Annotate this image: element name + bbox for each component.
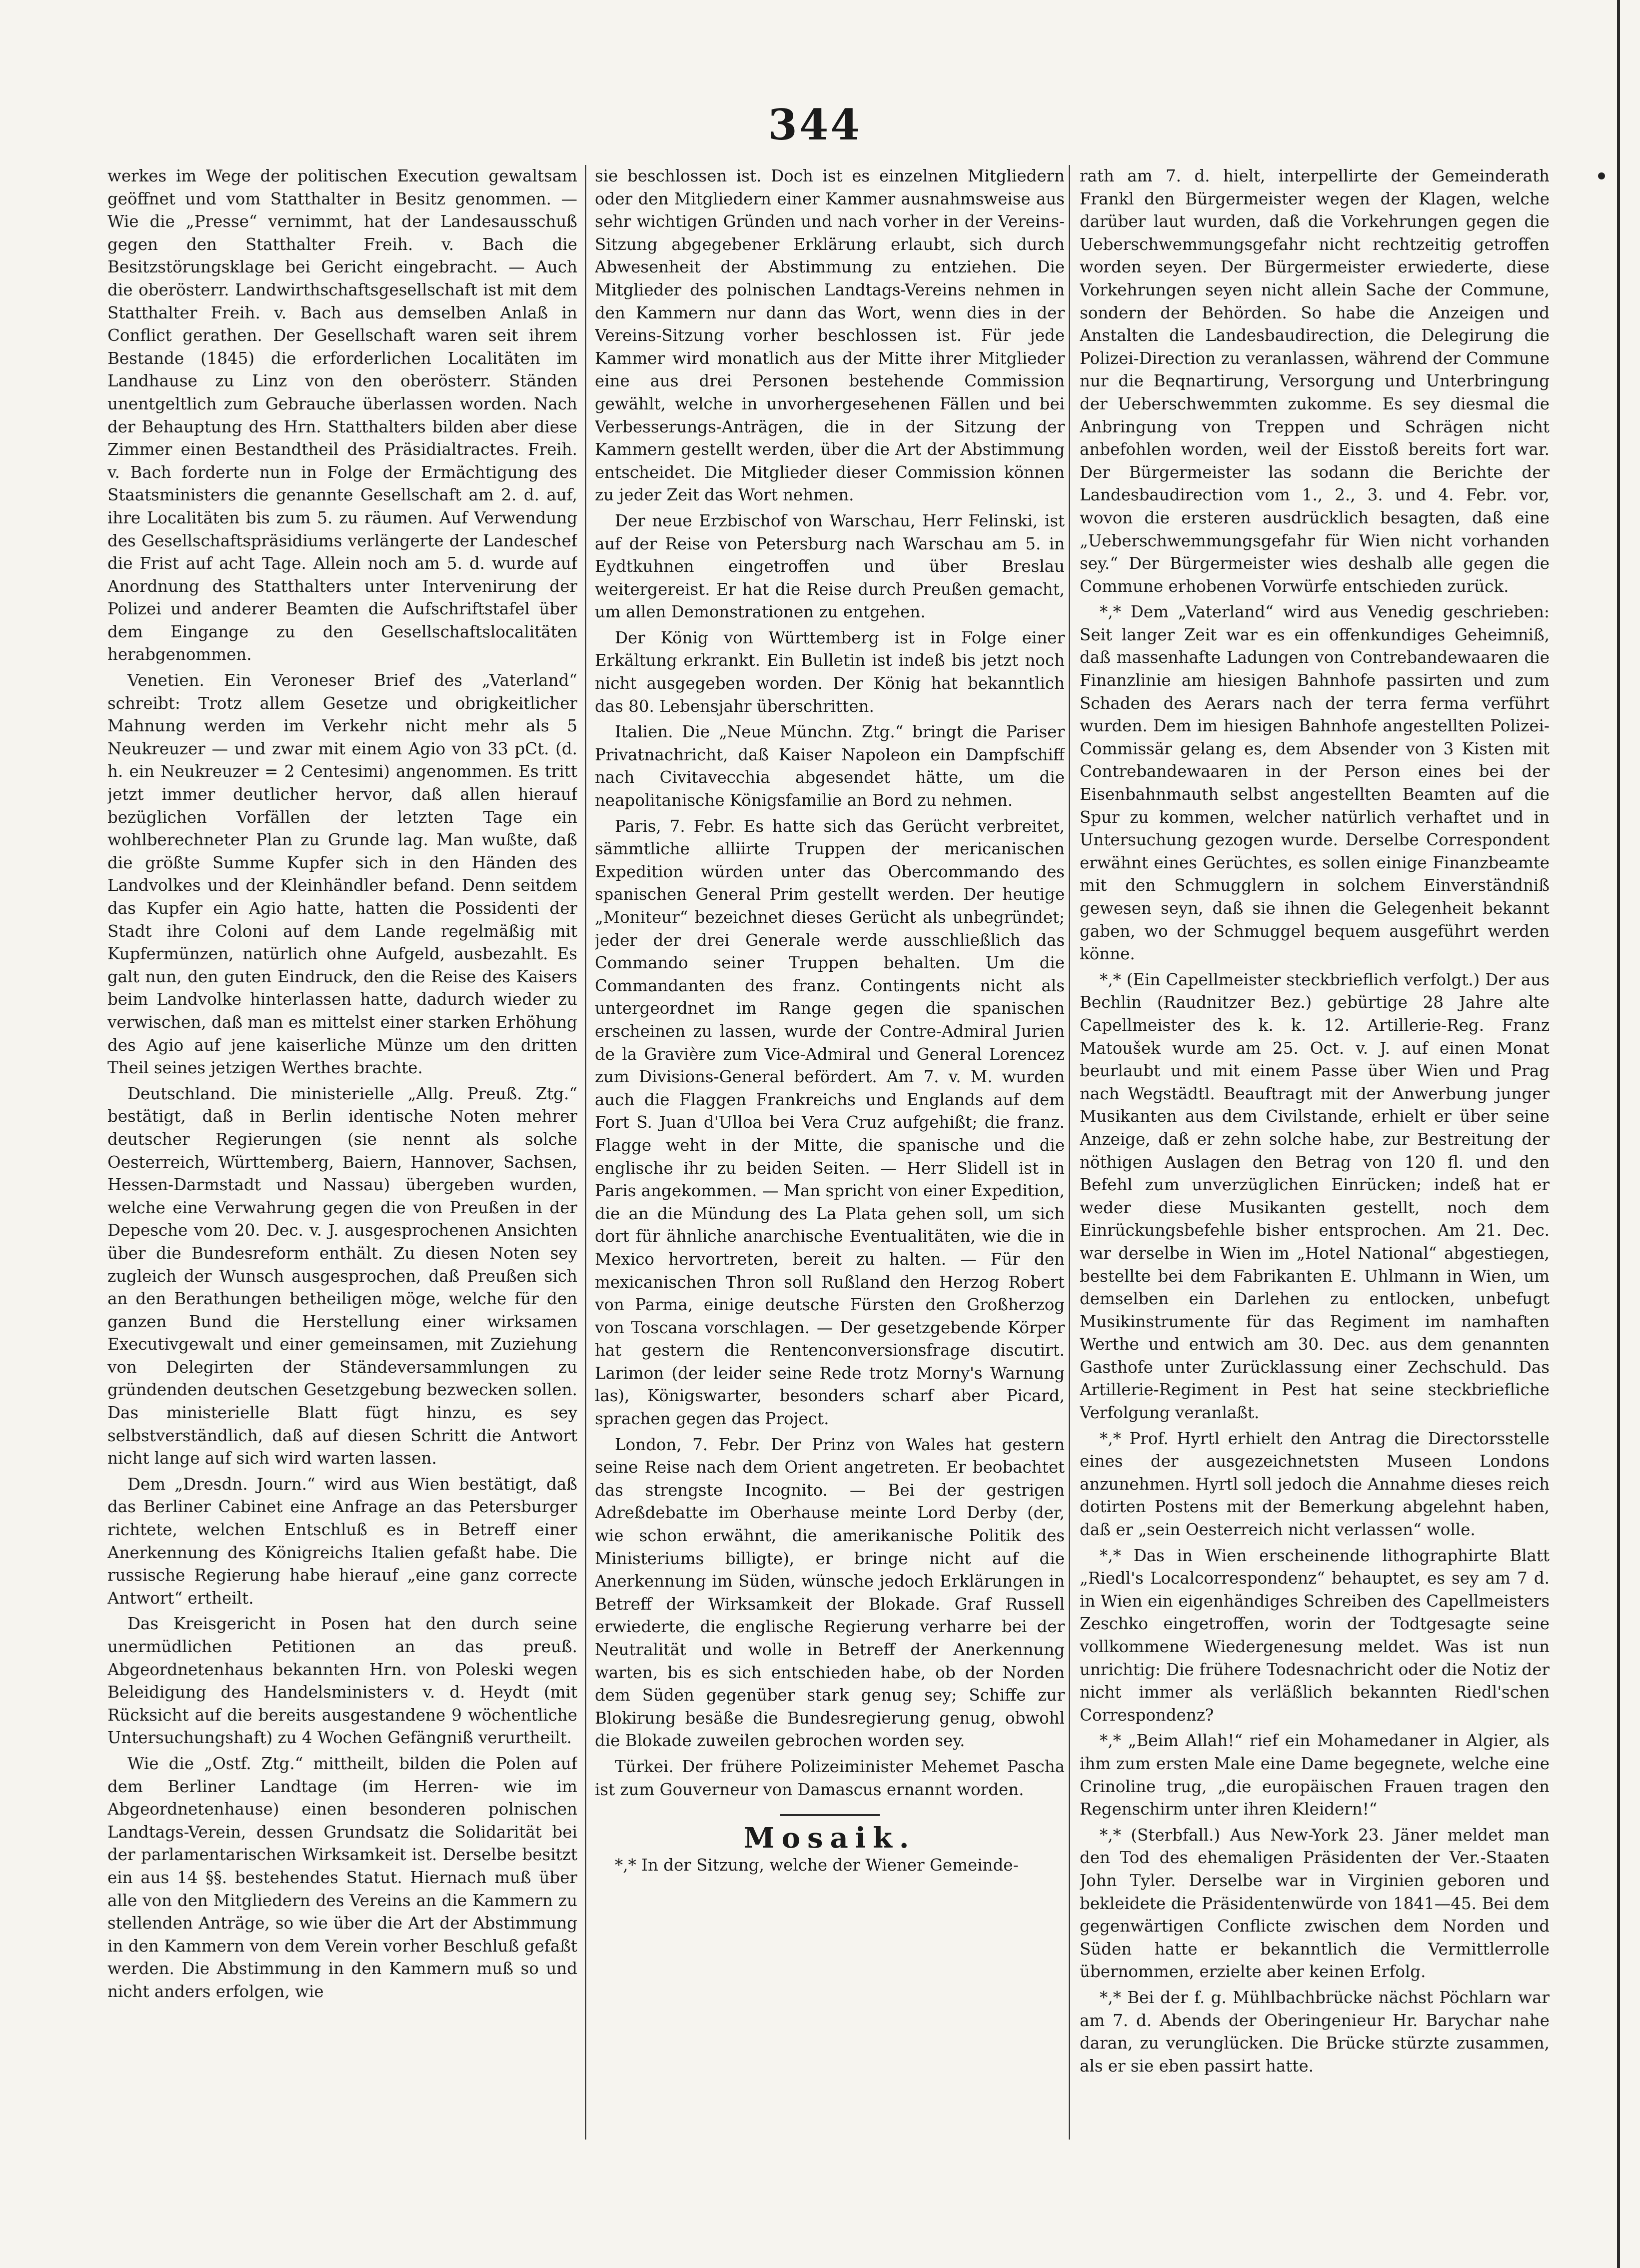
column-divider-2 — [1069, 165, 1070, 2140]
article-paragraph: *,* Dem „Vaterland“ wird aus Venedig geschrieben: Seit langer Zeit war es ein offenkundiges Geheimniß, daß massenhafte Ladungen von Contrebandewaaren die Finanzlinie am hiesigen Bahnhofe passirten und zum Schaden des Aerars nach der terra ferma verführt wurden. Dem im hiesigen Bahnhofe angestellten Polizei-Commissär gelang es, dem Absender von 3 Kisten mit Contrebandewaaren in der Person eines bei der Eisenbahnmauth selbst angestellten Beamten auf die Spur zu kommen, welcher natürlich verhaftet und in Untersuchung gezogen wurde. Derselbe Correspondent erwähnt eines Gerüchtes, es sollen einige Finanzbeamte mit den Schmugglern in solchem Einverständniß gewesen seyn, daß sie ihnen die Gelegenheit bekannt gaben, wo der Schmuggel bequem ausgeführt werden könne. — [1080, 602, 1550, 964]
article-paragraph: sie beschlossen ist. Doch ist es einzelnen Mitgliedern oder den Mitgliedern einer Kammer ausnahmsweise aus sehr wichtigen Gründen und nach vorher in der Vereins-Sitzung abgegebener Erklärung erlaubt, sich durch Abwesenheit der Abstimmung zu entziehen. Die Mitglieder des polnischen Landtags-Vereins nehmen in den Kammern nur dann das Wort, wenn dies in der Vereins-Sitzung vorher beschlossen ist. Für jede Kammer wird monatlich aus der Mitte ihrer Mitglieder eine aus drei Personen bestehende Commission gewählt, welche in unvorhergesehenen Fällen und bei Verbesserungs-Anträgen, die in der Sitzung der Kammern gestellt werden, über die Art der Abstimmung entscheidet. Die Mitglieder dieser Commission können zu jeder Zeit das Wort nehmen. — [595, 166, 1065, 505]
article-paragraph: Der König von Württemberg ist in Folge einer Erkältung erkrankt. Ein Bulletin ist indeß bis jetzt noch nicht ausgegeben worden. Der König hat bekanntlich das 80. Lebensjahr überschritten. — [595, 628, 1065, 716]
article-paragraph: rath am 7. d. hielt, interpellirte der Gemeinderath Frankl den Bürgermeister wegen der Klagen, welche darüber laut wurden, daß die Vorkehrungen gegen die Ueberschwemmungsgefahr nicht rechtzeitig getroffen worden seyen. Der Bürgermeister erwiederte, diese Vorkehrungen seyen nicht allein Sache der Commune, sondern der Behörden. So habe die Anzeigen und Anstalten die Landesbaudirection, die Delegirung die Polizei-Direction zu veranlassen, während der Commune nur die Beqnartirung, Versorgung und Unterbringung der Ueberschwemmten zukomme. Es sey diesmal die Anbringung von Treppen und Schrägen nicht anbefohlen worden, weil der Eisstoß bereits fort war. Der Bürgermeister las sodann die Berichte der Landesbaudirection vom 1., 2., 3. und 4. Febr. vor, wovon die ersteren ausdrücklich besagten, daß eine „Ueberschwemmungsgefahr für Wien nicht vorhanden sey.“ Der Bürgermeister wies deshalb alle gegen die Commune erhobenen Vorwürfe entschieden zurück. — [1080, 166, 1550, 596]
column-middle — [595, 165, 1065, 2185]
mosaik-intro: *,* In der Sitzung, welche der Wiener Gemeinde- — [615, 1855, 1019, 1875]
column-right — [1080, 165, 1550, 2185]
article-paragraph: werkes im Wege der politischen Execution gewaltsam geöffnet und vom Statthalter in Besitz genommen. — Wie die „Presse“ vernimmt, hat der Landesausschuß gegen den Statthalter Freih. v. Bach die Besitzstörungsklage bei Gericht eingebracht. — Auch die oberösterr. Landwirthschaftsgesellschaft ist mit dem Statthalter Freih. v. Bach aus demselben Anlaß in Conflict gerathen. Der Gesellschaft waren seit ihrem Bestande (1845) die erforderlichen Localitäten im Landhause zu Linz von den oberösterr. Ständen unentgeltlich zum Gebrauche überlassen worden. Nach der Behauptung des Hrn. Statthalters bilden aber diese Zimmer einen Bestandtheil des Präsidialtractes. Freih. v. Bach forderte nun in Folge der Ermächtigung des Staatsministers die genannte Gesellschaft am 2. d. auf, ihre Localitäten bis zum 5. zu räumen. Auf Verwendung des Gesellschaftspräsidiums verlängerte der Landeschef die Frist auf acht Tage. Allein noch am 5. d. wurde auf Anordnung des Statthalters unter Intervenirung der Polizei und anderer Beamten die Aufschriftstafel über dem Eingange zu den Gesellschaftslocalitäten herabgenommen. — [107, 166, 577, 664]
margin-dot — [1598, 172, 1605, 179]
page-number: 344 — [768, 100, 862, 149]
column-divider-1 — [585, 165, 586, 2140]
article-paragraph: *,* Bei der f. g. Mühlbachbrücke nächst Pöchlarn war am 7. d. Abends der Oberingenieur Hr. Barychar nahe daran, zu verunglücken. Die Brücke stürzte zusammen, als er sie eben passirt hatte. — [1080, 1988, 1550, 2076]
article-paragraph: Wie die „Ostf. Ztg.“ mittheilt, bilden die Polen auf dem Berliner Landtage (im Herren- wie im Abgeordnetenhause) einen besonderen polnischen Landtags-Verein, dessen Grundsatz die Solidarität bei der parlamentarischen Wirksamkeit ist. Derselbe besitzt ein aus 14 §§. bestehendes Statut. Hiernach muß über alle von den Mitgliedern des Vereins an die Kammern zu stellenden Anträge, so wie über die Art der Abstimmung in den Kammern von dem Verein vorher Beschluß gefaßt werden. Die Abstimmung in den Kammern muß so und nicht anders erfolgen, wie — [107, 1754, 577, 2001]
article-paragraph: London, 7. Febr. Der Prinz von Wales hat gestern seine Reise nach dem Orient angetreten. Er beobachtet das strengste Incognito. — Bei der gestrigen Adreßdebatte im Oberhause meinte Lord Derby (der, wie schon erwähnt, die amerikanische Politik des Ministeriums billigte), er bringe nicht auf die Anerkennung im Süden, wünsche jedoch Erklärungen in Betreff der Wirksamkeit der Blokade. Graf Russell erwiederte, die englische Regierung verharre bei der Neutralität und wolle in Betreff der Anerkennung warten, bis es sich entschieden habe, ob der Norden dem Süden gegenüber stark genug sey; Schiffe zur Blokirung besäße die Bundesregierung genug, obwohl die Blokade zuweilen gebrochen worden sey. — [595, 1435, 1065, 1751]
article-paragraph: Venetien. Ein Veroneser Brief des „Vaterland“ schreibt: Trotz allem Gesetze und obrigkeitlicher Mahnung werden im Verkehr nicht mehr als 5 Neukreuzer — und zwar mit einem Agio von 33 pCt. (d. h. ein Neukreuzer = 2 Centesimi) angenommen. Es tritt jetzt immer deutlicher hervor, daß allen hierauf bezüglichen Vorfällen der letzten Tage ein wohlberechneter Plan zu Grunde lag. Man wußte, daß die größte Summe Kupfer sich in den Händen des Landvolkes und der Kleinhändler befand. Denn seitdem das Kupfer ein Agio hatte, hatten die Possidenti der Stadt ihre Coloni auf dem Lande regelmäßig mit Kupfermünzen, natürlich ohne Aufgeld, ausbezahlt. Es galt nun, den guten Eindruck, den die Reise des Kaisers beim Landvolke hinterlassen hatte, dadurch wieder zu verwischen, daß man es mittelst einer starken Erhöhung des Agio auf jene kaiserliche Münze um den dritten Theil seines jetzigen Werthes brachte. — [107, 671, 577, 1078]
article-paragraph: Paris, 7. Febr. Es hatte sich das Gerücht verbreitet, sämmtliche alliirte Truppen der mericanischen Expedition würden unter das Obercommando des spanischen General Prim gestellt werden. Der heutige „Moniteur“ bezeichnet dieses Gerücht als unbegründet; jeder der drei Generale werde ausschließlich das Commando seiner Truppen behalten. Um die Commandanten des franz. Contingents nicht als untergeordnet im Range gegen die spanischen erscheinen zu lassen, wurde der Contre-Admiral Jurien de la Gravière zum Vice-Admiral und General Lorencez zum Divisions-General befördert. Am 7. v. M. wurden auch die Flaggen Frankreichs und Englands auf dem Fort S. Juan d'Ulloa bei Vera Cruz aufgehißt; die franz. Flagge weht in der Mitte, die spanische und die englische ihr zu beiden Seiten. — Herr Slidell ist in Paris angekommen. — Man spricht von einer Expedition, die an die Mündung des La Plata gehen soll, um sich dort für ähnliche anarchische Eventualitäten, wie die in Mexico hervortreten, bereit zu halten. — Für den mexicanischen Thron soll Rußland den Herzog Robert von Parma, einige deutsche Fürsten den Großherzog von Toscana vorschlagen. — Der gesetzgebende Körper hat gestern die Rentenconversionsfrage discutirt. Larimon (der leider seine Rede trotz Morny's Warnung las), Königswarter, besonders scharf aber Picard, sprachen gegen das Project. — [595, 816, 1065, 1429]
article-paragraph: Deutschland. Die ministerielle „Allg. Preuß. Ztg.“ bestätigt, daß in Berlin identische Noten mehrer deutscher Regierungen (sie nennt als solche Oesterreich, Württemberg, Baiern, Hannover, Sachsen, Hessen-Darmstadt und Nassau) übergeben wurden, welche eine Verwahrung gegen die von Preußen in der Depesche vom 20. Dec. v. J. ausgesprochenen Ansichten über die Bundesreform enthält. Zu diesen Noten sey zugleich der Wunsch ausgesprochen, daß Preußen sich an den Berathungen betheiligen möge, welche für den ganzen Bund die Herstellung einer wirksamen Executivgewalt und einer gemeinsamen, mit Zuziehung von Delegirten der Ständeversammlungen zu gründenden deutschen Gesetzgebung bezwecken sollen. Das ministerielle Blatt fügt hinzu, es sey selbstverständlich, daß auf diesen Schritt die Antwort nicht lange auf sich wird warten lassen. — [107, 1084, 577, 1468]
article-paragraph: Das Kreisgericht in Posen hat den durch seine unermüdlichen Petitionen an das preuß. Abgeordnetenhaus bekannten Hrn. von Poleski wegen Beleidigung des Handelsministers v. d. Heydt (mit Rücksicht auf die bereits ausgestandene 9 wöchentliche Untersuchungshaft) zu 4 Wochen Gefängniß verurtheilt. — [107, 1614, 577, 1748]
article-paragraph: *,* (Sterbfall.) Aus New-York 23. Jäner meldet man den Tod des ehemaligen Präsidenten der Ver.-Staaten John Tyler. Derselbe war in Virginien geboren und bekleidete die Präsidentenwürde von 1841—45. Bei dem gegenwärtigen Conflicte zwischen dem Norden und Süden hatte er bekanntlich die Vermittlerrolle übernommen, erzielte aber keinen Erfolg. — [1080, 1825, 1550, 1982]
article-paragraph: *,* „Beim Allah!“ rief ein Mohamedaner in Algier, als ihm zum ersten Male eine Dame begegnete, welche eine Crinoline trug, „die europäischen Frauen tragen den Regenschirm unter ihren Kleidern!“ — [1080, 1731, 1550, 1819]
article-paragraph: Italien. Die „Neue Münchn. Ztg.“ bringt die Pariser Privatnachricht, daß Kaiser Napoleon ein Dampfschiff nach Civitavecchia abgesendet hätte, um die neapolitanische Königsfamilie an Bord zu nehmen. — [595, 722, 1065, 810]
section-rule — [780, 1814, 880, 1816]
article-paragraph: Türkei. Der frühere Polizeiminister Mehemet Pascha ist zum Gouverneur von Damascus ernannt worden. — [595, 1757, 1065, 1799]
article-paragraph: Dem „Dresdn. Journ.“ wird aus Wien bestätigt, daß das Berliner Cabinet eine Anfrage an das Petersburger richtete, welchen Entschluß es in Betreff einer Anerkennung des Königreichs Italien gefaßt habe. Die russische Regierung habe hierauf „eine ganz correcte Antwort“ ertheilt. — [107, 1474, 577, 1608]
article-paragraph: Der neue Erzbischof von Warschau, Herr Felinski, ist auf der Reise von Petersburg nach Warschau am 5. in Eydtkuhnen eingetroffen und über Breslau weitergereist. Er hat die Reise durch Preußen gemacht, um allen Demonstrationen zu entgehen. — [595, 511, 1065, 622]
article-paragraph: *,* Prof. Hyrtl erhielt den Antrag die Directorsstelle eines der ausgezeichnetsten Museen Londons anzunehmen. Hyrtl soll jedoch die Annahme dieses reich dotirten Postens mit der Bemerkung abgelehnt haben, daß er „sein Oesterreich nicht verlassen“ wolle. — [1080, 1429, 1550, 1540]
column-left — [107, 165, 577, 2185]
binding-edge-line — [1617, 0, 1620, 2268]
article-paragraph: *,* (Ein Capellmeister steckbrieflich verfolgt.) Der aus Bechlin (Raudnitzer Bez.) gebürtige 28 Jahre alte Capellmeister des k. k. 12. Artillerie-Reg. Franz Matoušek wurde am 25. Oct. v. J. auf einen Monat beurlaubt und mit einem Passe über Wien und Prag nach Wegstädtl. Beauftragt mit der Anwerbung junger Musikanten aus dem Civilstande, erhielt er über seine Anzeige, daß er zehn solche habe, zur Bestreitung der nöthigen Auslagen den Betrag von 120 fl. und den Befehl zum unverzüglichen Einrücken; indeß hat er weder diese Musikanten gestellt, noch dem Einrückungsbefehle bisher entsprochen. Am 21. Dec. war derselbe in Wien im „Hotel National“ abgestiegen, bestellte bei dem Fabrikanten E. Uhlmann in Wien, um demselben ein Darlehen zu entlocken, unbefugt Musikinstrumente für das Regiment im namhaften Werthe und entwich am 30. Dec. aus dem genannten Gasthofe unter Zurücklassung einer Zechschuld. Das Artillerie-Regiment in Pest hat seine steckbriefliche Verfolgung veranlaßt. — [1080, 970, 1550, 1423]
article-paragraph: *,* Das in Wien erscheinende lithographirte Blatt „Riedl's Localcorrespondenz“ behauptet, es sey am 7 d. in Wien ein eigenhändiges Schreiben des Capellmeisters Zeschko eingetroffen, worin der Todtgesagte seine vollkommene Wiedergenesung meldet. Was ist nun unrichtig: Die frühere Todesnachricht oder die Notiz der nicht immer als verläßlich bekannten Riedl'schen Correspondenz? — [1080, 1546, 1550, 1725]
mosaik-heading: Mosaik. — [743, 1822, 916, 1855]
